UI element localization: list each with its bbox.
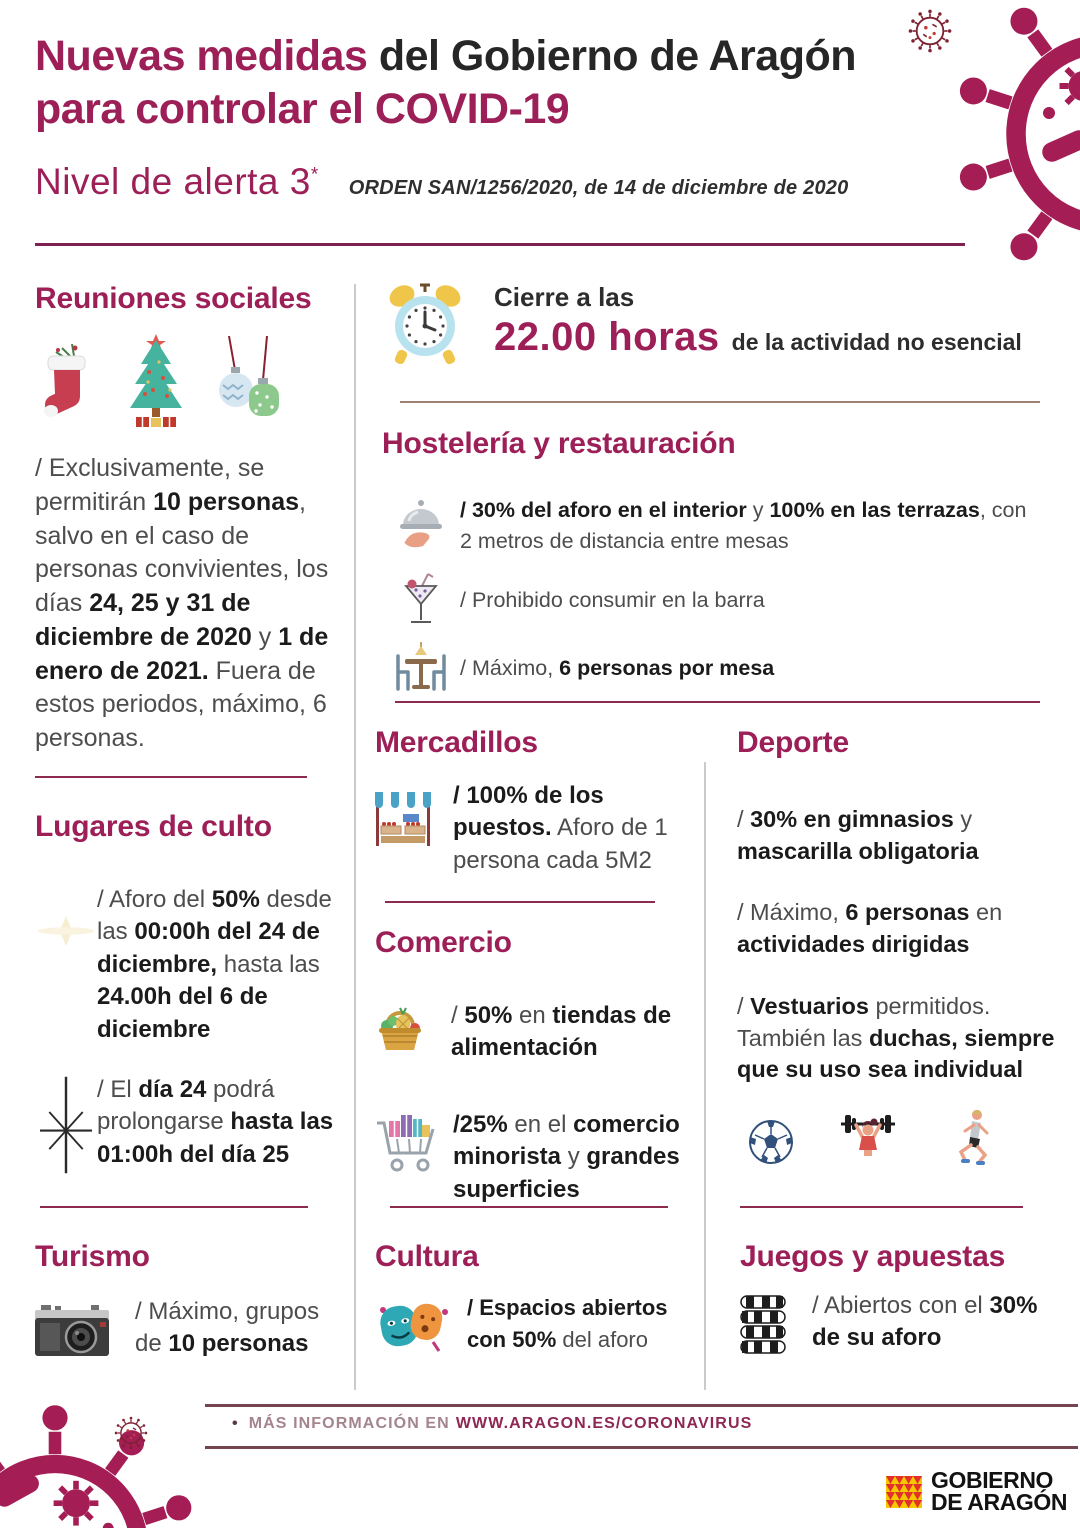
coronavirus-icon — [0, 1408, 195, 1528]
section-turismo — [35, 1240, 350, 1361]
divider — [205, 1446, 1078, 1449]
coronavirus-outline-icon — [905, 6, 955, 56]
divider — [390, 1206, 668, 1208]
section-title: Cultura — [375, 1240, 479, 1273]
divider — [704, 762, 706, 1390]
page-title: Nuevas medidas del Gobierno de Aragón para controlar el COVID-19 — [35, 32, 856, 134]
gobierno-aragon-logo — [886, 1467, 1068, 1515]
footer-url: WWW.ARAGON.ES/CORONAVIRUS — [455, 1415, 753, 1432]
divider — [740, 1206, 1023, 1208]
deporte-item: / 30% en gimnasios y mascarilla obligatoria — [737, 806, 979, 864]
hosteleria-item: / Prohibido consumir en la barra — [460, 587, 765, 612]
table-chairs-icon — [392, 642, 450, 694]
section-mercadillos — [375, 726, 690, 877]
coronavirus-icon — [956, 0, 1080, 284]
star-sparkle-icon — [40, 1074, 92, 1176]
section-reuniones-sociales — [35, 282, 349, 756]
section-lugares-de-culto — [35, 810, 350, 1176]
aragon-flag-icon — [886, 1476, 922, 1508]
divider — [35, 243, 965, 246]
section-juegos — [740, 1240, 1062, 1356]
weightlifter-icon — [839, 1110, 897, 1166]
market-stall-icon — [375, 788, 431, 850]
section-title: Deporte — [737, 726, 849, 759]
shopping-cart-icon — [375, 1109, 439, 1173]
grocery-basket-icon — [375, 1000, 425, 1052]
deporte-item: / Máximo, 6 personas en actividades dirigidas — [737, 899, 1003, 958]
comercio-item: / 50% en tiendas de alimentación — [451, 1002, 672, 1062]
section-title: Mercadillos — [375, 726, 538, 759]
camera-icon — [35, 1304, 109, 1358]
cultura-item: / Espacios abiertos con 50% del aforo — [467, 1295, 668, 1352]
divider — [205, 1404, 1078, 1407]
section-cultura — [375, 1240, 695, 1356]
cierre-banner — [382, 280, 1022, 364]
cierre-time: 22.00 horas — [494, 315, 720, 359]
mercadillos-item: / 100% de los puestos. Aforo de 1 persona cada 5M2 — [453, 782, 668, 874]
turismo-item: / Máximo, grupos de 10 personas — [135, 1298, 320, 1358]
divider — [40, 1206, 308, 1208]
runner-icon — [947, 1108, 993, 1166]
footer-note — [232, 1415, 752, 1433]
header — [35, 30, 875, 203]
christmas-ornaments-icon — [215, 336, 279, 432]
christmas-stocking-icon — [41, 340, 95, 432]
poker-chips-icon — [740, 1294, 786, 1356]
divider — [354, 284, 356, 1390]
lugares-item: / Aforo del 50% desde las 00:00h del 24 de diciembre, hasta las 24.00h del 6 de diciembre — [97, 886, 332, 1043]
coronavirus-outline-icon — [112, 1414, 150, 1452]
section-title: Turismo — [35, 1240, 150, 1273]
alarm-clock-icon — [382, 280, 468, 364]
section-title: Comercio — [375, 926, 512, 959]
sport-icons — [747, 1108, 993, 1166]
hosteleria-item: / Máximo, 6 personas por mesa — [460, 655, 775, 680]
cierre-suffix: de la actividad no esencial — [731, 329, 1022, 355]
deporte-item: / Vestuarios permitidos. También las duchas, siempre que su uso sea individual — [737, 992, 1055, 1083]
theater-masks-icon — [375, 1296, 451, 1356]
soccer-ball-icon — [747, 1118, 795, 1166]
section-comercio — [375, 926, 695, 1206]
comercio-item: /25% en el comercio minorista y grandes superficies — [453, 1110, 680, 1203]
faded-star-icon — [35, 914, 97, 948]
divider — [395, 701, 1040, 703]
divider — [400, 401, 1040, 403]
section-title: Lugares de culto — [35, 810, 272, 843]
section-title: Hostelería y restauración — [382, 427, 736, 460]
section-title: Juegos y apuestas — [740, 1240, 1006, 1273]
footer-info-text: MÁS INFORMACIÓN EN — [248, 1415, 450, 1432]
juegos-item: / Abiertos con el 30% de su aforo — [812, 1292, 1038, 1352]
reuniones-text: / Exclusivamente, se permitirán 10 personas, salvo en el caso de personas convivientes, los días 24, 25 y 31 de diciembre de 2020 y 1 de enero de 2021. Fuera de estos periodos, máximo, 6 personas. — [35, 454, 329, 752]
section-title: Reuniones sociales — [35, 282, 312, 315]
bullet-icon: • — [232, 1415, 239, 1432]
order-reference: ORDEN SAN/1256/2020, de 14 de diciembre de 2020 — [348, 176, 849, 199]
logo-text: GOBIERNO DE ARAGÓN — [931, 1467, 1068, 1515]
divider — [385, 901, 655, 903]
cocktail-icon — [404, 572, 438, 628]
christmas-icons — [35, 332, 349, 432]
section-hosteleria — [382, 427, 1062, 694]
hosteleria-item: / 30% del aforo en el interior y 100% en las terrazas, con 2 metros de distancia entre mesas — [460, 498, 1027, 553]
divider — [35, 776, 307, 778]
cierre-line1: Cierre a las — [494, 282, 635, 312]
lugares-item: / El día 24 podrá prolongarse hasta las 01:00h del día 25 — [97, 1075, 334, 1168]
serving-dish-icon — [399, 495, 443, 549]
alert-level: Nivel de alerta 3* — [35, 160, 319, 202]
christmas-tree-icon — [123, 332, 189, 432]
section-deporte — [737, 726, 1062, 1086]
